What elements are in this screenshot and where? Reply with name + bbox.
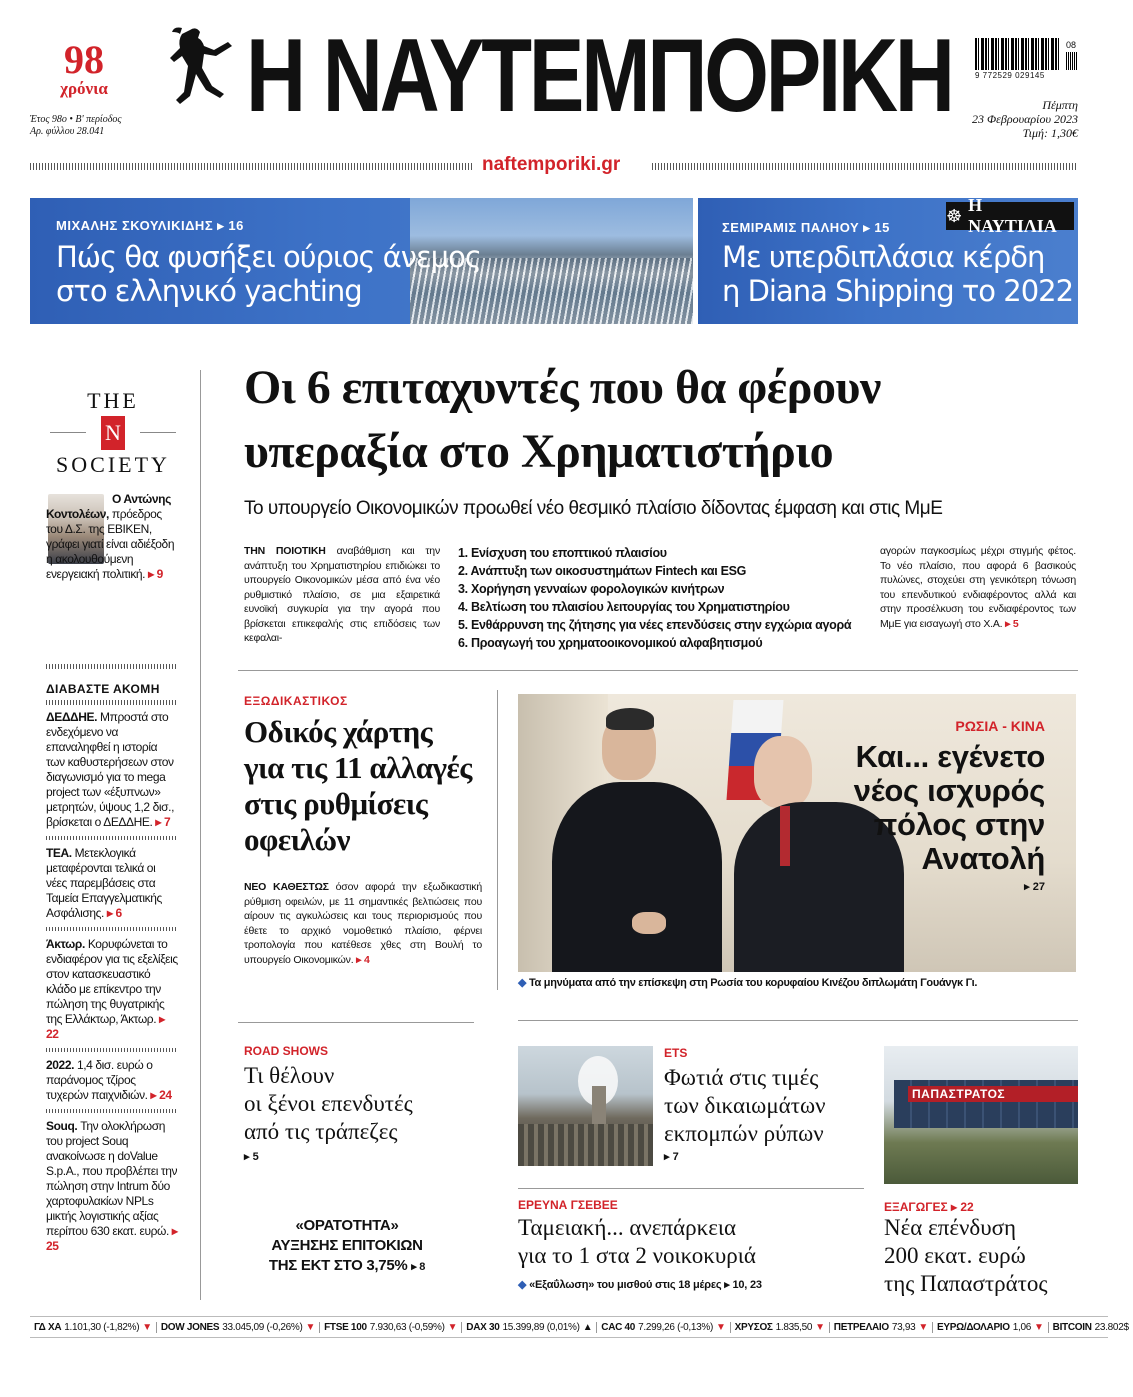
section-rule-2 [238,1022,474,1023]
barcode [975,38,1061,70]
society-blurb [46,492,180,582]
item-text: Κορυφώνεται το ενδιαφέρον για τις εξελίξεις στον κατασκευαστικό κλάδο με επίκεντρο την πώληση της θυγατρικής της Ελλάκτωρ, Άκτωρ. [46,937,178,1026]
gsevee-note [518,1278,762,1291]
power-plant-photo [518,1046,653,1166]
lead-body-right-text: αγορών παγκοσμίως μέχρι στιγμής φέτος. Το νέο πλαίσιο, που αφορά 6 βασικούς πυλώνες, στοχεύει στη γενικότερη τόνωση του επενδυτικού ενδιαφέροντος αλλά και στην προσέλκυση του ενδιαφέροντος των ΜμΕ για εισαγωγή στο Χ.Α. [880,545,1076,630]
society-logo-letter: N [101,416,125,450]
read-more-item[interactable] [46,1058,178,1103]
down-arrow-icon: ▼ [305,1321,316,1333]
item-page: ▸ 7 [155,815,171,829]
society-word: SOCIETY [56,452,170,477]
banner-headline-line2: στο ελληνικό yachting [56,274,362,308]
down-arrow-icon: ▼ [918,1321,929,1333]
ets-headline-line: Φωτιά στις τιμές [664,1065,819,1090]
down-arrow-icon: ▼ [815,1321,825,1333]
society-text: πρόεδρος του Δ.Σ. της ΕΒΙΚΕΝ, γράφει γιατί είναι αδιέξοδη η ακολουθούμενη ενεργειακή πολιτική. [46,507,175,581]
russia-page: ▸ 27 [1024,881,1045,893]
accelerator-item: 2. Ανάπτυξη των οικοσυστημάτων Fintech και ESG [458,564,747,578]
ecb-line: ΤΗΣ ΕΚΤ ΣΤΟ 3,75% [268,1257,408,1274]
lead-body-left [244,544,440,646]
society-name: Ο Αντώνης Κοντολέων, [46,492,171,521]
gsevee-note-text: «Εξαΰλωση» του μισθού στις 18 μέρες [529,1279,722,1291]
lead-body-text: αναβάθμιση και την ανάπτυξη του Χρηματιστηρίου επιδιώκει το υπουργείο Οικονομικών μέσα από ένα νέο ρυθμιστικό πλαίσιο, σε μια εξαιρετικά ευνοϊκή συγκυρία για την αγορά που βρίσκεται επικεφαλής στις επιδόσεις των κεφαλαι- [244,545,441,644]
gsevee-headline-line: Ταμειακή... ανεπάρκεια [518,1215,737,1240]
note-pointer-icon: ◆ [518,1279,527,1291]
gsevee-page: ▸ 10, 23 [724,1279,762,1291]
exports-kicker: ΕΞΑΓΩΓΕΣ ▸ 22 [884,1200,974,1214]
date: 23 Φεβρουαρίου 2023 [971,112,1078,126]
item-text: Μπροστά στο ενδεχόμενο να επαναληφθεί η ιστορία των καθυστερήσεων στον διαγωνισμό για το mega project των «έξυπνων» μετρητών, ύψους 1,2 δισ., βρίσκεται ο ΔΕΔΔΗΕ. [46,710,175,829]
roadshows-page: ▸ 5 [244,1151,259,1163]
banner-headline-line2: η Diana Shipping το 2022 [722,274,1074,308]
debt-headline-line: Οδικός χάρτης [244,714,433,749]
down-arrow-icon: ▼ [716,1321,726,1333]
ticker-item: DAX 30 15.399,89 (0,01%) ▲ [462,1322,597,1333]
accelerators-list [458,544,870,652]
section-rule [238,670,1078,671]
ticker-item: FTSE 100 7.930,63 (-0,59%) ▼ [320,1322,462,1333]
debt-page: ▸ 4 [356,953,370,966]
ets-headline-line: των δικαιωμάτων [664,1093,826,1118]
item-lead: Souq. [46,1119,78,1133]
banner-kicker: ΣΕΜΙΡΑΜΙΣ ΠΑΛΗΟΥ ▸ 15 [722,220,890,235]
accelerator-item: 4. Βελτίωση του πλαισίου λειτουργίας του Χρηματιστηρίου [458,600,790,614]
ticker-item: DOW JONES 33.045,09 (-0,26%) ▼ [157,1322,320,1333]
ticker-item: ΕΥΡΩ/ΔΟΛΑΡΙΟ 1,06 ▼ [933,1322,1049,1333]
read-more-item[interactable] [46,710,178,830]
ticker-item: BITCOIN 23.802$ [1052,1321,1129,1333]
masthead-rule-right [652,163,1078,170]
ticker-item: ΓΔ ΧΑ 1.101,30 (-1,82%) ▼ [30,1322,157,1333]
roadshows-headline-line: Τι θέλουν [244,1063,335,1088]
lead-headline-line2[interactable]: υπεραξία στο Χρηματιστήριο [244,425,834,478]
debt-kicker: ΕΞΩΔΙΚΑΣΤΙΚΟΣ [244,694,348,708]
shipping-section-badge [946,198,1074,236]
years-word: χρόνια [60,79,108,98]
russia-headline-line: Ανατολή [921,841,1045,876]
sidebar [46,388,180,642]
roadshows-headline[interactable] [244,1062,413,1146]
banner-kicker: ΜΙΧΑΛΗΣ ΣΚΟΥΛΙΚΙΔΗΣ ▸ 16 [56,218,244,233]
item-lead: 2022. [46,1058,75,1072]
roadshows-kicker: ROAD SHOWS [244,1044,328,1058]
day: Πέμπτη [1042,98,1078,112]
up-arrow-icon: ▲ [582,1321,593,1333]
yachting-banner[interactable] [30,198,693,324]
issue-line1: Έτος 98ο • Β' περίοδος [30,114,122,125]
banner-headline-line1: Με υπερδιπλάσια κέρδη [722,240,1045,274]
debt-body [244,880,482,967]
russia-caption [518,976,977,989]
barcode-issue: 08 [1066,40,1077,50]
column-divider [200,370,201,1300]
masthead-rule-left [30,163,472,170]
anniversary-badge [44,37,124,98]
lead-body-lead: ΤΗΝ ΠΟΙΟΤΙΚΗ [244,545,326,557]
ticker-item: ΧΡΥΣΟΣ 1.835,50 ▼ [731,1322,830,1333]
read-more-heading: ΔΙΑΒΑΣΤΕ ΑΚΟΜΗ [46,682,160,696]
market-ticker [30,1316,1129,1338]
lead-headline-line1[interactable]: Οι 6 επιταχυντές που θα φέρουν [244,361,881,414]
hermes-logo-icon [168,24,238,136]
caption-text: Τα μηνύματα από την επίσκεψη στη Ρωσία του κορυφαίου Κινέζου διπλωμάτη Γουάνγκ Γι. [528,977,978,989]
section-rule-3 [518,1020,1078,1021]
section-rule-4 [518,1188,864,1189]
date-block [972,98,1078,140]
ets-headline-line: εκπομπών ρύπων [664,1121,824,1146]
ets-page: ▸ 7 [664,1151,679,1163]
exports-headline-line: της Παπαστράτος [884,1271,1048,1296]
society-the: THE [87,388,139,413]
ecb-line: «ΟΡΑΤΟΤΗΤΑ» [295,1217,399,1234]
ticker-item: ΠΕΤΡΕΛΑΙΟ 73,93 ▼ [830,1322,933,1333]
ecb-teaser[interactable] [262,1216,432,1277]
ticker-item: CAC 40 7.299,26 (-0,13%) ▼ [597,1322,730,1333]
read-more-item[interactable] [46,1119,178,1254]
lead-body-right [880,544,1076,631]
lead-page: ▸ 5 [1005,617,1019,630]
years-number: 98 [64,37,104,82]
caption-pointer-icon: ◆ [518,977,527,989]
russia-headline[interactable] [785,740,1045,876]
accelerator-item: 5. Ενθάρρυνση της ζήτησης για νέες επενδύσεις στην εγχώρια αγορά [458,618,852,632]
sidebar-rule-2 [46,700,178,705]
gsevee-kicker: ΕΡΕΥΝΑ ΓΣΕΒΕΕ [518,1198,618,1212]
debt-headline[interactable] [244,714,472,858]
ets-kicker: ETS [664,1046,688,1060]
exports-headline-line: Νέα επένδυση [884,1215,1017,1240]
shipping-banner[interactable] [698,198,1078,324]
item-lead: ΔΕΔΔΗΕ. [46,710,98,724]
society-page: ▸ 9 [148,567,163,581]
price: Τιμή: 1,30€ [1022,126,1078,140]
item-text: Την ολοκλήρωση του project Souq ανακοίνωσε η doValue S.p.A., που προβλέπει την πώληση στην Intrum δύο χαρτοφυλακίων NPLs μικτής λογιστικής αξίας περίπου 630 εκατ. ευρώ. [46,1119,178,1238]
sidebar-rule-1 [46,664,178,669]
issue-info [30,114,121,138]
debt-body-text: όσον αφορά την εξωδικαστική ρύθμιση οφειλών, με 11 σημαντικές βελτιώσεις που αίρουν τις αγκυλώσεις και τους περιορισμούς που έθετε το αρχικό νομοθετικό πλαίσιο, φέρνει τροπολογία που κατέθεσε χθες στη Βουλή το υπουργείο Οικονομικών. [244,881,482,966]
russia-headline-line: νέος ισχυρός [853,773,1045,808]
item-lead: Άκτωρ. [46,937,85,951]
debt-body-lead: ΝΕΟ ΚΑΘΕΣΤΩΣ [244,881,329,893]
papastratos-photo [884,1046,1078,1184]
barcode-issue-box [1066,52,1078,70]
accelerator-item: 3. Χορήγηση γενναίων φορολογικών κινήτρων [458,582,725,596]
column-divider-mid [497,690,498,990]
down-arrow-icon: ▼ [1034,1321,1044,1333]
russia-headline-line: Και... εγένετο [855,739,1045,774]
exports-headline[interactable] [884,1214,1047,1298]
item-text: 1,4 δισ. ευρώ ο παράνομος τζίρος τυχερών παιχνιδιών. [46,1058,153,1102]
item-lead: ΤΕΑ. [46,846,72,860]
badge-label: Η ΝΑΥΤΙΛΙΑ [968,198,1057,236]
barcode-number: 9 772529 029145 [975,71,1045,80]
roadshows-headline-line: από τις τράπεζες [244,1119,398,1144]
gsevee-headline[interactable] [518,1214,756,1270]
debt-headline-line: οφειλών [244,822,350,857]
roadshows-headline-line: οι ξένοι επενδυτές [244,1091,413,1116]
exports-headline-line: 200 εκατ. ευρώ [884,1243,1026,1268]
ecb-page: ▸ 8 [411,1261,426,1273]
down-arrow-icon: ▼ [142,1321,152,1333]
item-text: Μετεκλογικά μεταφέρονται τελικά οι νέες παρεμβάσεις στα Ταμεία Επαγγελματικής Ασφάλισης. [46,846,162,920]
accelerator-item: 1. Ενίσχυση του εποπτικού πλαισίου [458,546,667,560]
item-page: ▸ 24 [150,1088,172,1102]
russia-kicker: ΡΩΣΙΑ - ΚΙΝΑ [955,718,1045,734]
masthead-title: Η ΝΑΥΤΕΜΠΟΡΙΚΗ [246,18,952,134]
item-page: ▸ 6 [106,906,122,920]
accelerator-item: 6. Προαγωγή του χρηματοοικονομικού αλφαβητισμού [458,636,763,650]
read-more-list [46,710,178,1254]
read-more-item[interactable] [46,846,178,921]
issue-line2: Αρ. φύλλου 28.041 [30,126,105,137]
ship-wheel-icon: ☸ [946,205,963,226]
down-arrow-icon: ▼ [447,1321,458,1333]
ecb-line: ΑΥΞΗΣΗΣ ΕΠΙΤΟΚΙΩΝ [271,1237,423,1254]
lead-subhead: Το υπουργείο Οικονομικών προωθεί νέο θεσμικό πλαίσιο δίδοντας έμφαση και στις ΜμΕ [244,498,943,519]
website-link[interactable]: naftemporiki.gr [482,154,621,175]
item-page: ▸ 22 [46,1012,165,1041]
ets-headline[interactable] [664,1064,825,1148]
banner-headline-line1: Πώς θα φυσήξει ούριος άνεμος [56,240,481,274]
item-page: ▸ 25 [46,1224,178,1253]
russia-headline-line: πόλος στην [873,807,1045,842]
read-more-item[interactable] [46,937,178,1042]
papastratos-sign [908,1086,1078,1102]
gsevee-headline-line: για το 1 στα 2 νοικοκυριά [518,1243,756,1268]
debt-headline-line: στις ρυθμίσεις [244,786,428,821]
papastratos-sign-text: ΠΑΠΑΣΤΡΑΤΟΣ [912,1087,1006,1101]
debt-headline-line: για τις 11 αλλαγές [244,750,472,785]
